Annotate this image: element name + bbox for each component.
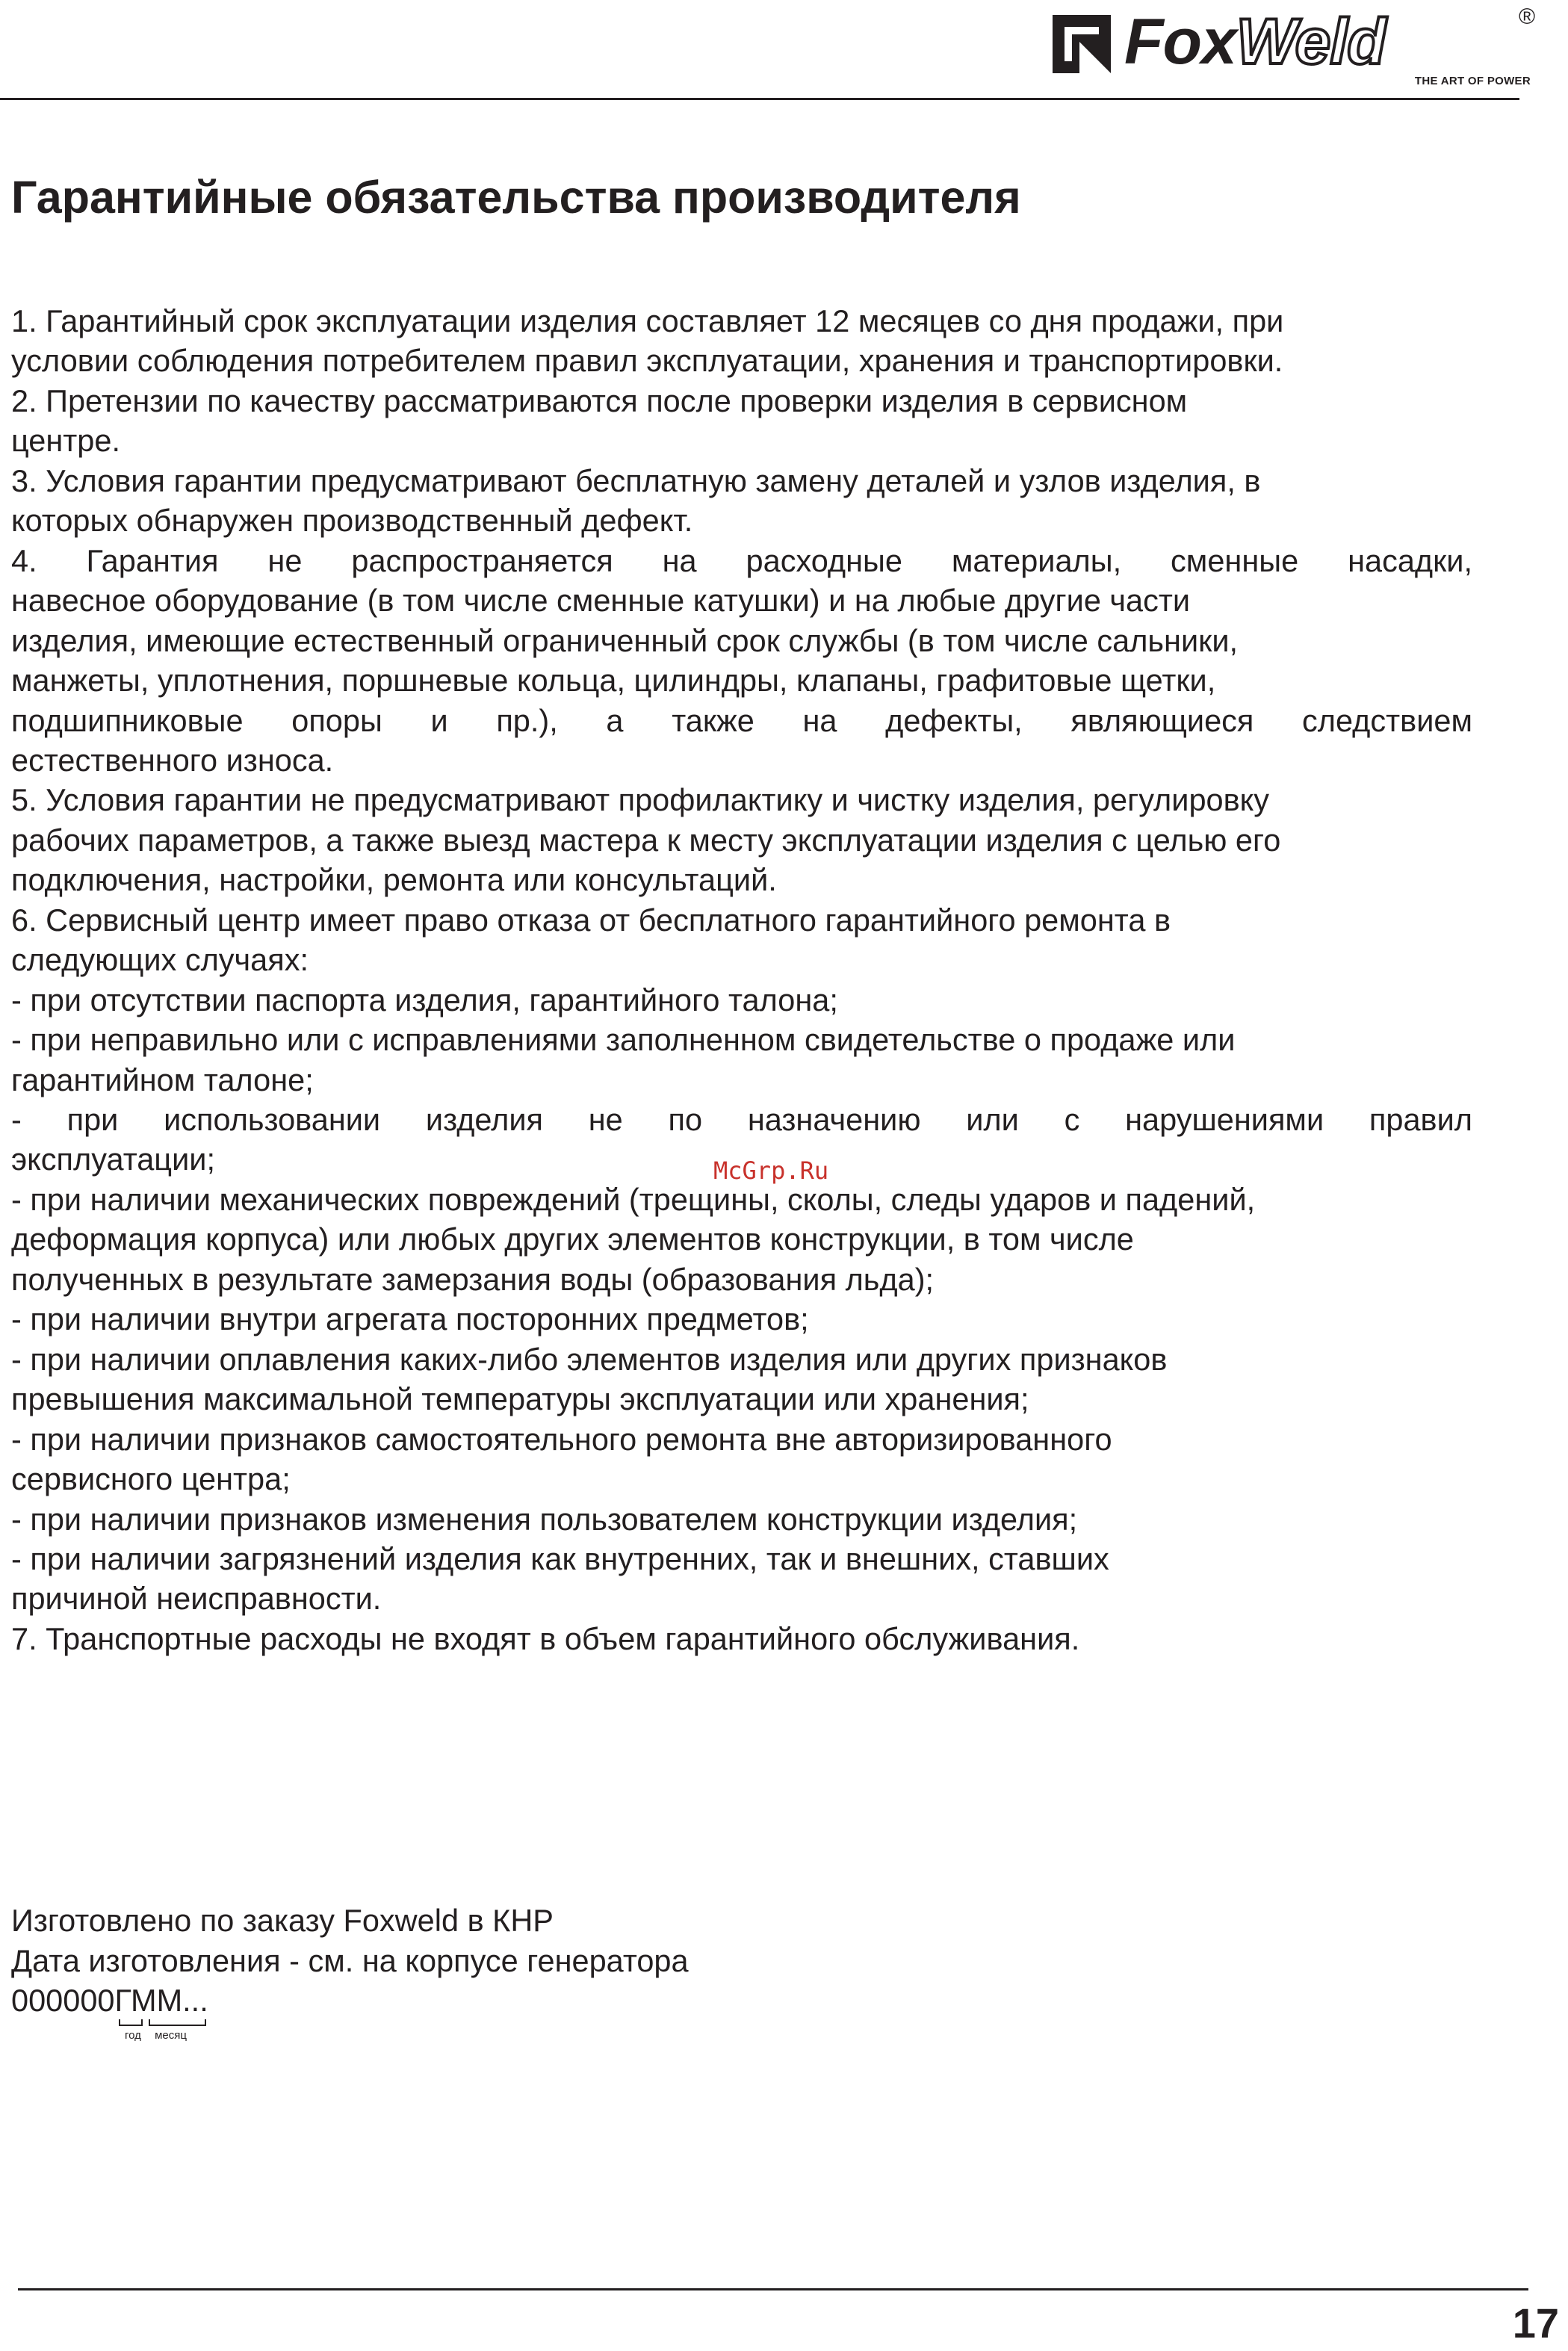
foxweld-logo bbox=[1050, 4, 1543, 93]
body-line: - при наличии признаков самостоятельного ремонта вне авторизированного bbox=[11, 1421, 1112, 1457]
body-line: 5. Условия гарантии не предусматривают профилактику и чистку изделия, регулировку bbox=[11, 782, 1270, 818]
logo-word-weld: Weld bbox=[1236, 6, 1386, 78]
body-line: подключения, настройки, ремонта или консультаций. bbox=[11, 862, 777, 898]
foxweld-emblem-icon bbox=[1050, 12, 1114, 76]
body-line: гарантийном талоне; bbox=[11, 1062, 314, 1097]
body-line: 1. Гарантийный срок эксплуатации изделия составляет 12 месяцев со дня продажи, при bbox=[11, 303, 1284, 338]
body-line: 6. Сервисный центр имеет право отказа от бесплатного гарантийного ремонта в bbox=[11, 902, 1171, 938]
body-line: превышения максимальной температуры эксплуатации или хранения; bbox=[11, 1381, 1029, 1417]
body-line: - при наличии признаков изменения пользователем конструкции изделия; bbox=[11, 1501, 1078, 1537]
body-line: 4. Гарантия не распространяется на расходные материалы, сменные насадки, bbox=[11, 542, 1472, 578]
watermark: McGrp.Ru bbox=[713, 1156, 829, 1185]
body-line: - при использовании изделия не по назначению или с нарушениями правил bbox=[11, 1102, 1472, 1137]
body-line: навесное оборудование (в том числе сменные катушки) и на любые другие части bbox=[11, 583, 1191, 619]
body-line: эксплуатации; bbox=[11, 1142, 215, 1177]
body-line: сервисного центра; bbox=[11, 1461, 291, 1497]
body-line: - при неправильно или с исправлениями заполненном свидетельстве о продаже или bbox=[11, 1022, 1236, 1058]
body-line: подшипниковые опоры и пр.), а также на дефекты, являющиеся следствием bbox=[11, 702, 1472, 738]
body-line: деформация корпуса) или любых других элементов конструкции, в том числе bbox=[11, 1221, 1134, 1257]
code-label-month: месяц bbox=[155, 2029, 187, 2042]
body-line: - при наличии механических повреждений (трещины, сколы, следы ударов и падений, bbox=[11, 1181, 1256, 1217]
header-divider bbox=[0, 98, 1519, 100]
page-number: 17 bbox=[1512, 2299, 1559, 2347]
logo-word-fox: Fox bbox=[1124, 6, 1236, 78]
body-line: 7. Транспортные расходы не входят в объем гарантийного обслуживания. bbox=[11, 1620, 1080, 1656]
body-line: манжеты, уплотнения, поршневые кольца, цилиндры, клапаны, графитовые щетки, bbox=[11, 663, 1216, 699]
manufacture-line: Дата изготовления - см. на корпусе генератора bbox=[11, 1942, 689, 1978]
code-brace-icon bbox=[118, 2018, 208, 2030]
body-line: причиной неисправности. bbox=[11, 1581, 382, 1617]
manufacture-line: 000000ГММ... bbox=[11, 1983, 208, 2018]
registered-mark: ® bbox=[1519, 4, 1536, 29]
body-line: 3. Условия гарантии предусматривают бесплатную замену деталей и узлов изделия, в bbox=[11, 462, 1261, 498]
code-label-year: год bbox=[125, 2029, 141, 2042]
body-line: условии соблюдения потребителем правил эксплуатации, хранения и транспортировки. bbox=[11, 343, 1283, 379]
body-line: - при отсутствии паспорта изделия, гарантийного талона; bbox=[11, 982, 838, 1017]
page-title: Гарантийные обязательства производителя bbox=[11, 172, 1021, 223]
body-line: естественного износа. bbox=[11, 742, 334, 778]
body-line: полученных в результате замерзания воды (образования льда); bbox=[11, 1261, 935, 1297]
body-line: 2. Претензии по качеству рассматриваются после проверки изделия в сервисном bbox=[11, 382, 1188, 418]
body-line: - при наличии загрязнений изделия как внутренних, так и внешних, ставших bbox=[11, 1540, 1109, 1576]
body-line: изделия, имеющие естественный ограниченный срок службы (в том числе сальники, bbox=[11, 622, 1239, 658]
body-line: - при наличии внутри агрегата посторонних предметов; bbox=[11, 1301, 809, 1337]
body-line: рабочих параметров, а также выезд мастера к месту эксплуатации изделия с целью его bbox=[11, 822, 1281, 858]
body-line: следующих случаях: bbox=[11, 942, 309, 978]
body-line: центре. bbox=[11, 423, 120, 459]
logo-wordmark bbox=[1124, 6, 1386, 78]
manufacture-line: Изготовлено по заказу Foxweld в КНР bbox=[11, 1903, 554, 1938]
body-line: которых обнаружен производственный дефект. bbox=[11, 503, 693, 539]
body-line: - при наличии оплавления каких-либо элементов изделия или других признаков bbox=[11, 1341, 1168, 1377]
logo-tagline: THE ART OF POWER bbox=[1414, 75, 1531, 87]
footer-divider bbox=[18, 2288, 1528, 2290]
code-labels bbox=[125, 2029, 187, 2042]
